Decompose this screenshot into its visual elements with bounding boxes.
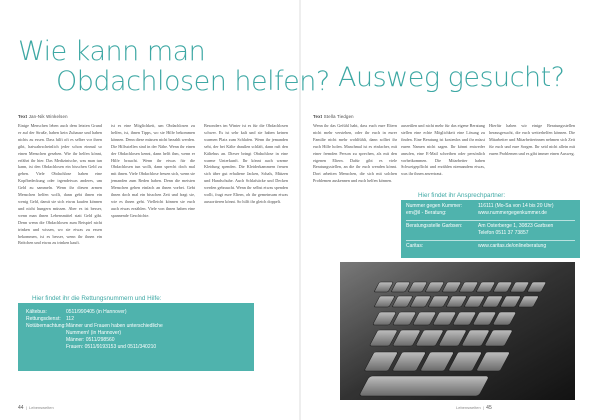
page-number: 44: [18, 405, 24, 411]
info-value: 116111 (Mo-Sa von 14 bis 20 Uhr): [478, 203, 554, 209]
info-box-title: Hier findet ihr Ansprechpartner:: [418, 192, 506, 199]
info-value: Am Osterberge 1, 30823 Garbsen: [478, 223, 554, 229]
body-column: Wenn ihr das Gefühl habt, dass euch eure Eltern nicht mehr verstehen, oder ihr euch in eurer Familie nicht mehr wohlfühlt, dann solltet ihr euch Hilfe holen. Manchmal ist es einfacher, mit einer fremden Person zu sprechen, als mit den eigenen Eltern. Dafür gibt es viele Beratungsstellen, an die ihr euch wenden könnt. Dort arbeiten Menschen, die sich mit solchen Problemen auskennen und euch helfen können.: [313, 123, 397, 184]
info-box-title: Hier findet ihr die Rettungsnummern und Hilfe:: [32, 295, 162, 302]
body-column: Einige Menschen leben auch dem letzten Grund er auf der Straße, haben kein Zuhause und haben nichts zu essen. Dass hilft oft es selber vor ihren gibt, hatwahrscheinlich jeder schon einmal so einen Menschen gesehen. Wie ihr helfen könnt, erfährt ihr hier. Das Medizinische, was man tun kann, ist den Obdachlosen ein bisschen Geld zu geben. Viele Obdachlose haben eine Kopfbedeckung oder irgendetwas anderes, um Geld zu sammeln. Wenn ihr diesen armen Menschen helfen wollt, dann gebt ihnen ein wenig Geld, damit sie sich etwas kaufen können und nicht hungern müssen. Aber es ist besser, wenn man ihnen Lebensmittel statt Geld gibt. Denn wenn die Obdachlosen zum Beispiel nicht trinken und wissen, wo sie etwas zu essen bekommen, ist es besser, wenn ihr ihnen ein Brötchen und etwas zu trinken kauft.: [18, 123, 102, 246]
byline-prefix: Text: [313, 114, 323, 119]
keyboard-photo: [340, 262, 575, 400]
byline-left: [18, 114, 68, 119]
info-value: www.nummergegenkummer.de: [478, 210, 547, 216]
info-value: www.caritas.de/onlineberatung: [478, 243, 547, 249]
headline-right: Ausweg gesucht?: [338, 62, 565, 93]
info-value: Männer und Frauen haben unterschiedliche Nummern! (in Hannover): [66, 323, 163, 336]
body-column: Besonders im Winter ist es für die Obdachlosen schwer. Es ist sehr kalt und sie haben keinen warmen Platz zum Schlafen. Wenn ihr jemanden seht, der bei Kälte draußen schläft, dann ruft den Kältebus an. Dieser bringt Obdachlose in eine warme Unterkunft. Ihr könnt auch warme Kleidung spenden. Die Kleiderkammern freuen sich über gut erhaltene Jacken, Schals, Mützen und Handschuhe. Auch Schlafsäcke und Decken werden gebraucht. Wenn ihr selbst etwas spenden wollt, fragt eure Eltern, ob ihr gemeinsam etwas aussortieren könnt. So hilft ihr gleich doppelt.: [204, 123, 288, 204]
section-name: Lebenswelten: [456, 405, 481, 410]
contacts-box: [401, 200, 580, 258]
page-number: 45: [486, 405, 492, 411]
info-value: Frauen: 0511/9193153 und 0511/340210: [66, 344, 157, 350]
section-name: Lebenswelten: [29, 405, 54, 410]
footer-right: Lebenswelten | 45: [456, 405, 492, 411]
info-row: [406, 243, 575, 250]
info-row: [406, 210, 575, 217]
info-key: Rettungsdienst:: [26, 316, 61, 322]
info-key: Caritas:: [406, 243, 424, 249]
info-row: [26, 344, 246, 351]
info-key: [406, 230, 478, 237]
info-row: [406, 203, 575, 210]
info-value: Männer: 0511/298560: [66, 337, 115, 343]
info-row: [26, 337, 246, 344]
info-value: 0511/990405 (in Hannover): [66, 309, 127, 315]
info-key: Kältebus:: [26, 309, 47, 315]
footer-left: 44 | Lebenswelten: [18, 405, 54, 411]
info-value: 112: [66, 316, 74, 322]
box-divider: [406, 240, 575, 241]
headline-line-2: Obdachlosen helfen?: [56, 66, 330, 97]
box-divider: [406, 220, 575, 221]
info-key: em@il - Beratung:: [406, 210, 447, 216]
info-key: [26, 337, 66, 344]
info-row: [406, 223, 575, 230]
body-column: ausreißen und nicht mehr für das eigene Beratung stellen eine echte Möglichkeit eine Lösung zu finden. Eine Beratung ist kostenlos und ihr müsst euren Namen nicht sagen. Ihr könnt entweder anrufen, eine E-Mail schreiben oder persönlich vorbeikommen. Die Mitarbeiter haben Schweigepflicht und erzählen niemandem etwas, was ihr ihnen anvertraut.: [401, 123, 485, 177]
info-key: Notübernachtung:: [26, 323, 66, 329]
keyboard-image: [340, 262, 575, 400]
info-row: [26, 323, 246, 337]
byline-right: [313, 114, 354, 119]
headline-line-1: Wie kann man: [18, 36, 206, 67]
info-row: [26, 309, 246, 316]
info-key: Nummer gegen Kummer:: [406, 203, 463, 209]
emergency-numbers-box: [18, 303, 254, 371]
body-column: Hierfür haben wir einige Beratungsstellen herausgesucht, die euch weiterhelfen können. Die Mitarbeiter und Mitarbeiterinnen nehmen sich Zeit für euch und eure Sorgen. Ihr seid nicht allein mit euren Problemen und es gibt immer einen Ausweg.: [489, 123, 575, 156]
body-column: ist es eine Möglichkeit, um Obdachlosen zu helfen, ist, ihnen Tipps, wo sie Hilfe bekommen können. Denn diese müssen nicht bezahlt werden. Die Hilfsstellen sind in der Nähe. Wenn ihr einen der Obdachlosen kennt, dann helft ihm, wenn er Hilfe braucht. Wenn ihr etwas für die Obdachlosen tun wollt, dann sprecht doch mal mit ihnen. Viele Obdachlose freuen sich, wenn sie jemanden zum Reden haben. Denn die meisten Menschen gehen einfach an ihnen vorbei. Gebt ihnen doch mal ein bisschen Zeit und fragt sie, wie es ihnen geht. Vielleicht können sie euch auch etwas erzählen. Viele von ihnen haben eine spannende Geschichte.: [111, 123, 195, 218]
info-key: [26, 344, 66, 351]
page-gutter: [299, 0, 301, 420]
info-key: Beratungsstelle Garbsen:: [406, 223, 463, 229]
info-row: [26, 316, 246, 323]
byline-prefix: Text: [18, 114, 28, 119]
byline-author: Jan-Nik Winkelsen: [28, 114, 68, 119]
info-row: [406, 230, 575, 237]
byline-author: Stella Tiedgen: [323, 114, 354, 119]
info-value: Telefon 0511 37 73857: [478, 230, 529, 236]
